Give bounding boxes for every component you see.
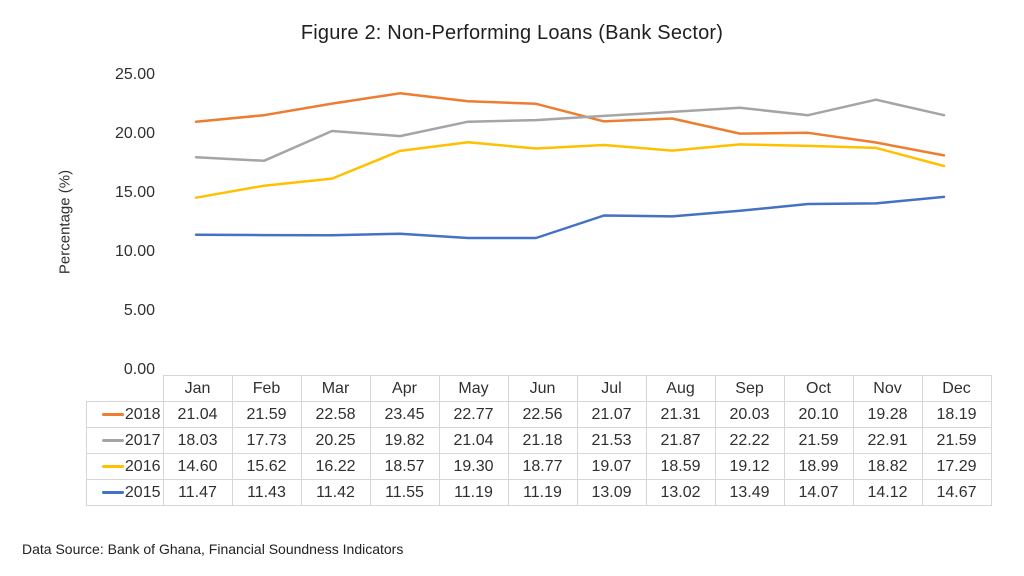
value-cell: 15.62 bbox=[232, 454, 301, 480]
month-header-cell: May bbox=[439, 376, 508, 402]
value-cell: 13.02 bbox=[646, 480, 715, 506]
value-cell: 21.18 bbox=[508, 428, 577, 454]
value-cell: 20.25 bbox=[301, 428, 370, 454]
month-header-cell: Mar bbox=[301, 376, 370, 402]
legend-cell bbox=[87, 402, 164, 428]
value-cell: 21.04 bbox=[439, 428, 508, 454]
value-cell: 22.56 bbox=[508, 402, 577, 428]
legend-line-marker-2017 bbox=[102, 439, 124, 442]
value-cell: 11.43 bbox=[232, 480, 301, 506]
value-cell: 19.30 bbox=[439, 454, 508, 480]
value-cell: 14.12 bbox=[853, 480, 922, 506]
value-cell: 22.22 bbox=[715, 428, 784, 454]
value-cell: 23.45 bbox=[370, 402, 439, 428]
value-cell: 21.59 bbox=[922, 428, 991, 454]
series-year-label: 2016 bbox=[124, 457, 161, 475]
y-tick-label: 0.00 bbox=[123, 361, 155, 378]
value-cell: 14.67 bbox=[922, 480, 991, 506]
value-cell: 22.91 bbox=[853, 428, 922, 454]
y-tick-label: 25.00 bbox=[114, 66, 155, 83]
value-cell: 11.19 bbox=[439, 480, 508, 506]
value-cell: 14.07 bbox=[784, 480, 853, 506]
legend-line-marker-2015 bbox=[102, 491, 124, 494]
data-table bbox=[86, 375, 992, 506]
value-cell: 20.10 bbox=[784, 402, 853, 428]
y-tick-label: 15.00 bbox=[114, 184, 155, 201]
value-cell: 21.59 bbox=[784, 428, 853, 454]
series-line-2015 bbox=[196, 197, 944, 238]
value-cell: 21.07 bbox=[577, 402, 646, 428]
y-axis-title: Percentage (%) bbox=[56, 169, 74, 275]
value-cell: 18.99 bbox=[784, 454, 853, 480]
value-cell: 11.47 bbox=[163, 480, 232, 506]
table-row-2017 bbox=[87, 428, 992, 454]
value-cell: 20.03 bbox=[715, 402, 784, 428]
value-cell: 11.42 bbox=[301, 480, 370, 506]
value-cell: 14.60 bbox=[163, 454, 232, 480]
value-cell: 17.73 bbox=[232, 428, 301, 454]
table-row-2018 bbox=[87, 402, 992, 428]
value-cell: 11.19 bbox=[508, 480, 577, 506]
month-header-cell: Sep bbox=[715, 376, 784, 402]
series-year-label: 2017 bbox=[124, 431, 161, 449]
value-cell: 21.31 bbox=[646, 402, 715, 428]
month-header-cell: Jan bbox=[163, 376, 232, 402]
month-header-cell: Feb bbox=[232, 376, 301, 402]
value-cell: 11.55 bbox=[370, 480, 439, 506]
value-cell: 18.57 bbox=[370, 454, 439, 480]
table-row-2016 bbox=[87, 454, 992, 480]
month-header-cell: Dec bbox=[922, 376, 991, 402]
legend-cell bbox=[87, 454, 164, 480]
value-cell: 17.29 bbox=[922, 454, 991, 480]
month-header-cell: Aug bbox=[646, 376, 715, 402]
value-cell: 21.87 bbox=[646, 428, 715, 454]
value-cell: 19.07 bbox=[577, 454, 646, 480]
series-year-label: 2015 bbox=[124, 483, 161, 501]
value-cell: 16.22 bbox=[301, 454, 370, 480]
month-header-cell: Jul bbox=[577, 376, 646, 402]
value-cell: 13.09 bbox=[577, 480, 646, 506]
value-cell: 21.53 bbox=[577, 428, 646, 454]
data-source-note: Data Source: Bank of Ghana, Financial Soundness Indicators bbox=[22, 541, 404, 557]
y-tick-label: 20.00 bbox=[114, 125, 155, 142]
legend-line-marker-2018 bbox=[102, 413, 124, 416]
chart-title: Figure 2: Non-Performing Loans (Bank Sector) bbox=[300, 22, 724, 44]
value-cell: 13.49 bbox=[715, 480, 784, 506]
value-cell: 21.59 bbox=[232, 402, 301, 428]
value-cell: 22.58 bbox=[301, 402, 370, 428]
table-row-2015 bbox=[87, 480, 992, 506]
value-cell: 22.77 bbox=[439, 402, 508, 428]
value-cell: 18.03 bbox=[163, 428, 232, 454]
y-tick-label: 5.00 bbox=[123, 302, 155, 319]
y-tick-label: 10.00 bbox=[114, 243, 155, 260]
value-cell: 18.59 bbox=[646, 454, 715, 480]
value-cell: 18.19 bbox=[922, 402, 991, 428]
line-chart-plot-area bbox=[162, 75, 978, 370]
legend-line-marker-2016 bbox=[102, 465, 124, 468]
month-header-cell: Nov bbox=[853, 376, 922, 402]
table-corner-cell bbox=[87, 376, 164, 402]
value-cell: 21.04 bbox=[163, 402, 232, 428]
value-cell: 18.82 bbox=[853, 454, 922, 480]
legend-cell bbox=[87, 428, 164, 454]
value-cell: 19.28 bbox=[853, 402, 922, 428]
month-header-cell: Apr bbox=[370, 376, 439, 402]
value-cell: 19.12 bbox=[715, 454, 784, 480]
month-header-cell: Oct bbox=[784, 376, 853, 402]
series-year-label: 2018 bbox=[124, 405, 161, 423]
value-cell: 18.77 bbox=[508, 454, 577, 480]
table-header-row bbox=[87, 376, 992, 402]
month-header-cell: Jun bbox=[508, 376, 577, 402]
legend-cell bbox=[87, 480, 164, 506]
value-cell: 19.82 bbox=[370, 428, 439, 454]
series-line-2016 bbox=[196, 142, 944, 197]
